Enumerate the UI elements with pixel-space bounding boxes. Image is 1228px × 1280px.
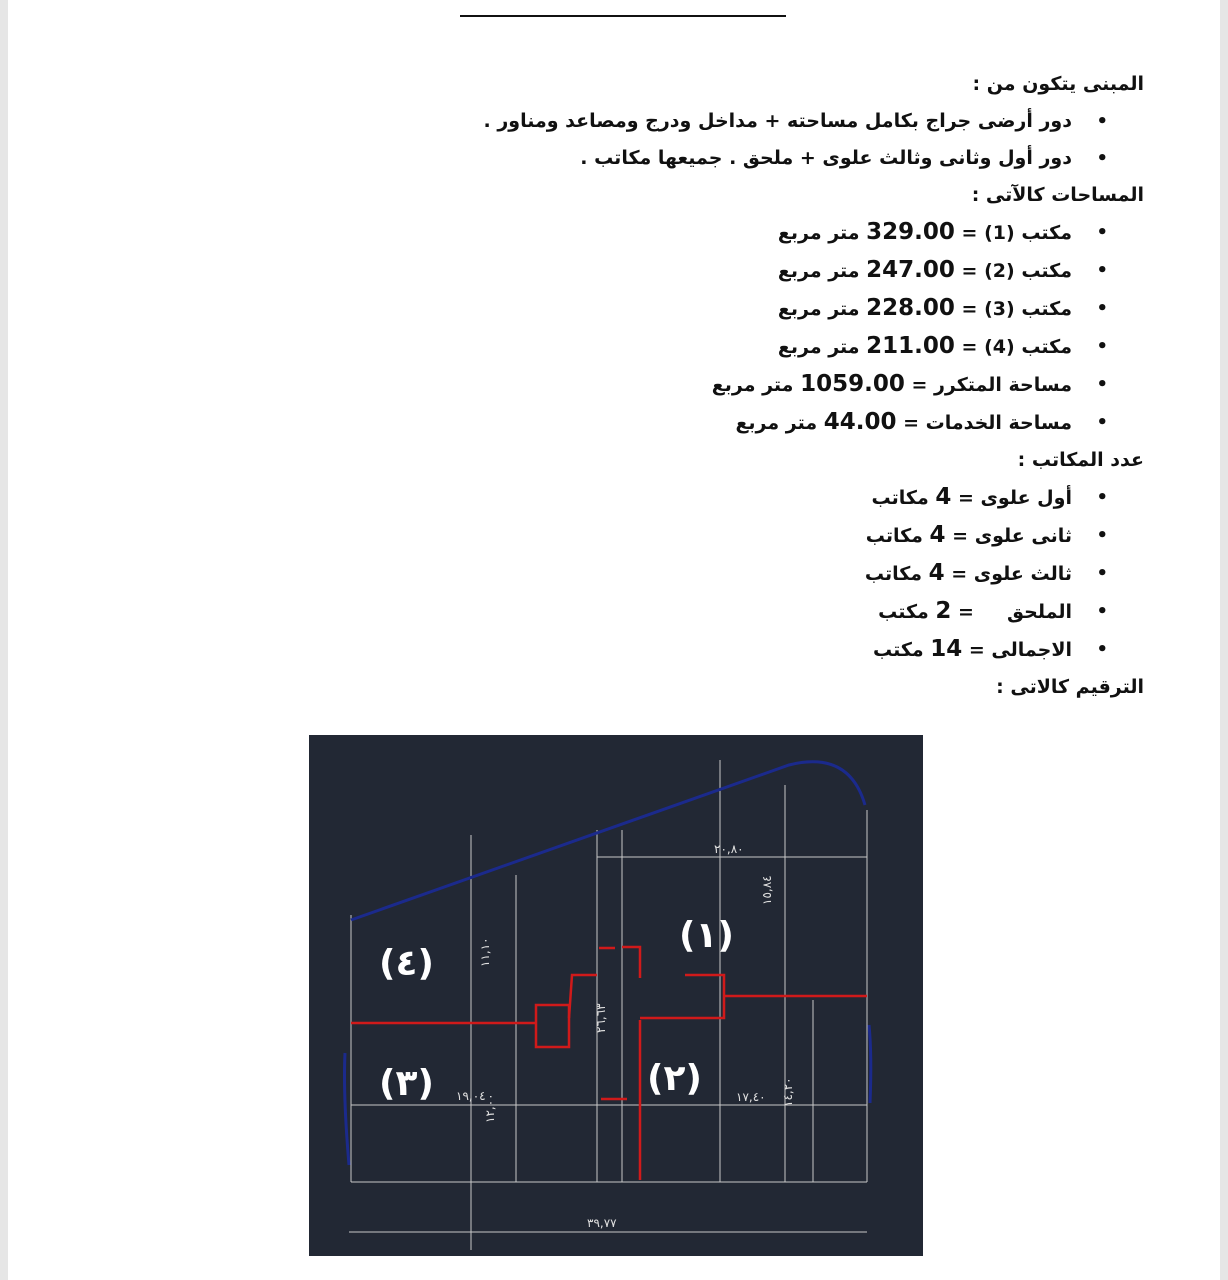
office-label: (٢): [647, 1058, 702, 1099]
dimension-label: ١٤,٢٠: [781, 1077, 795, 1107]
dimension-label: ١٧,٤٠: [736, 1090, 766, 1104]
dimension-label: ١٩,٠٤: [456, 1089, 486, 1103]
dimension-label: ١١,١٠: [478, 937, 492, 967]
dimension-label: ١٢,٠٠: [483, 1093, 497, 1123]
areas-list: [384, 214, 1144, 442]
list-item: • مساحة المتكرر = 1059.00 متر مربع: [384, 366, 1072, 404]
list-item: • مكتب (1) = 329.00 متر مربع: [384, 214, 1072, 252]
floor-plan-drawing: [309, 735, 923, 1256]
list-item: • ثالث علوى = 4 مكاتب: [384, 555, 1072, 593]
dimension-label: ١٥,٨٤: [760, 875, 774, 905]
building-list: [384, 103, 1144, 177]
plan-grid-lines: [349, 760, 867, 1250]
list-item: • دور أول وثانى وثالث علوى + ملحق . جميعها مكاتب .: [384, 140, 1072, 177]
dimension-label: ٢٦,٦٣: [594, 1003, 608, 1033]
list-item: • مكتب (3) = 228.00 متر مربع: [384, 290, 1072, 328]
office-labels: [379, 915, 734, 1104]
list-item: • مكتب (4) = 211.00 متر مربع: [384, 328, 1072, 366]
office-label: (١): [679, 915, 734, 956]
areas-heading: المساحات كالآتى :: [971, 184, 1144, 206]
list-item: • الملحق = 2 مكتب: [384, 593, 1072, 631]
office-label: (٣): [379, 1063, 434, 1104]
dimension-label: ٣٩,٧٧: [587, 1216, 617, 1230]
list-item: • الاجمالى = 14 مكتب: [384, 631, 1072, 669]
dimension-label: ٢٠,٨٠: [714, 842, 744, 856]
list-item: • مساحة الخدمات = 44.00 متر مربع: [384, 404, 1072, 442]
building-heading: المبنى يتكون من :: [972, 73, 1144, 95]
top-rule: [460, 15, 786, 17]
list-item: • دور أرضى جراج بكامل مساحته + مداخل ودرج ومصاعد ومناور .: [384, 103, 1072, 140]
office-label: (٤): [379, 943, 434, 984]
list-item: • مكتب (2) = 247.00 متر مربع: [384, 252, 1072, 290]
list-item: • أول علوى = 4 مكاتب: [384, 479, 1072, 517]
list-item: • ثانى علوى = 4 مكاتب: [384, 517, 1072, 555]
numbering-heading: الترقيم كالاتى :: [996, 676, 1144, 698]
dimension-labels: [456, 842, 795, 1230]
offices-count-list: [384, 479, 1144, 669]
text-content: [384, 66, 1144, 706]
offices-count-heading: عدد المكاتب :: [1017, 449, 1144, 471]
floor-plan-image: [309, 735, 923, 1256]
